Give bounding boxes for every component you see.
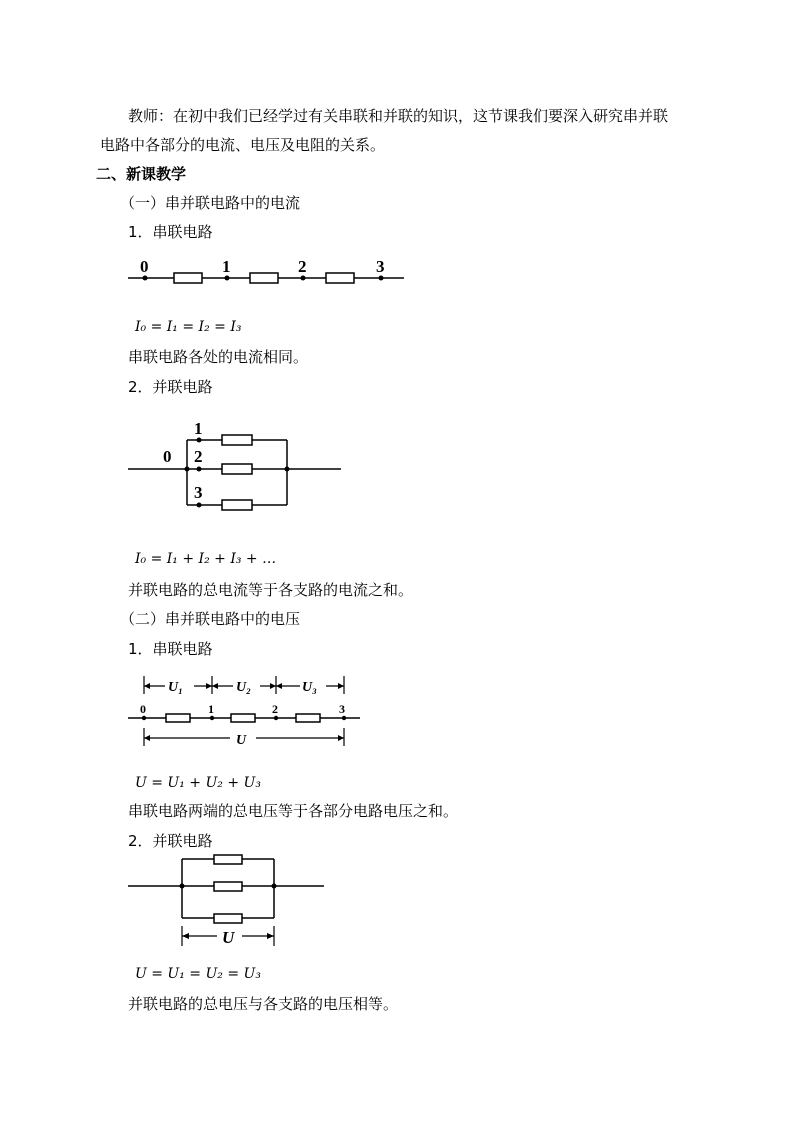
- node-label: 3: [194, 483, 203, 502]
- voltage-series-title: 1．串联电路: [128, 640, 213, 658]
- resistor-branch-1: [214, 855, 242, 864]
- node-label: 2: [194, 447, 203, 466]
- node-label: 1: [194, 419, 203, 438]
- voltage-series-text: 串联电路两端的总电压等于各部分电路电压之和。: [128, 802, 459, 820]
- node-label: 2: [272, 702, 278, 716]
- current-parallel-title: 2．并联电路: [128, 378, 213, 396]
- voltage-parallel-text: 并联电路的总电压与各支路的电压相等。: [128, 995, 399, 1013]
- current-series-text: 串联电路各处的电流相同。: [128, 348, 309, 366]
- current-parallel-text: 并联电路的总电流等于各支路的电流之和。: [128, 581, 414, 599]
- resistor-branch-3: [214, 914, 242, 923]
- intro-line-1: 教师：在初中我们已经学过有关串联和并联的知识，这节课我们要深入研究串并联: [128, 107, 669, 125]
- voltage-label-total: U: [236, 733, 247, 748]
- current-series-title: 1．串联电路: [128, 223, 213, 241]
- voltage-label-total: U: [222, 928, 235, 947]
- intro-line-2: 电路中各部分的电流、电压及电阻的关系。: [100, 136, 386, 154]
- node-label: 3: [376, 257, 385, 276]
- voltage-series-equation: U = U₁ + U₂ + U₃: [135, 775, 261, 791]
- resistor-branch-2: [214, 882, 242, 891]
- node-label: 3: [339, 702, 345, 716]
- node-label: 0: [163, 447, 172, 466]
- node-label: 0: [140, 702, 146, 716]
- voltage-heading: （二）串并联电路中的电压: [120, 610, 301, 628]
- voltage-label-u3: U₃: [302, 680, 317, 695]
- current-series-equation: I₀ = I₁ = I₂ = I₃: [135, 319, 242, 335]
- section-heading: 二、新课教学: [96, 165, 187, 183]
- voltage-parallel-title: 2．并联电路: [128, 832, 213, 850]
- voltage-label-u2: U₂: [236, 680, 251, 695]
- current-heading: （一）串并联电路中的电流: [120, 194, 301, 212]
- voltage-label-u1: U₁: [168, 680, 183, 695]
- voltage-parallel-equation: U = U₁ = U₂ = U₃: [135, 966, 261, 982]
- current-parallel-equation: I₀ = I₁ + I₂ + I₃ + …: [135, 551, 277, 567]
- node-label: 0: [140, 257, 149, 276]
- node-label: 2: [298, 257, 307, 276]
- node-label: 1: [222, 257, 231, 276]
- node-label: 1: [208, 702, 214, 716]
